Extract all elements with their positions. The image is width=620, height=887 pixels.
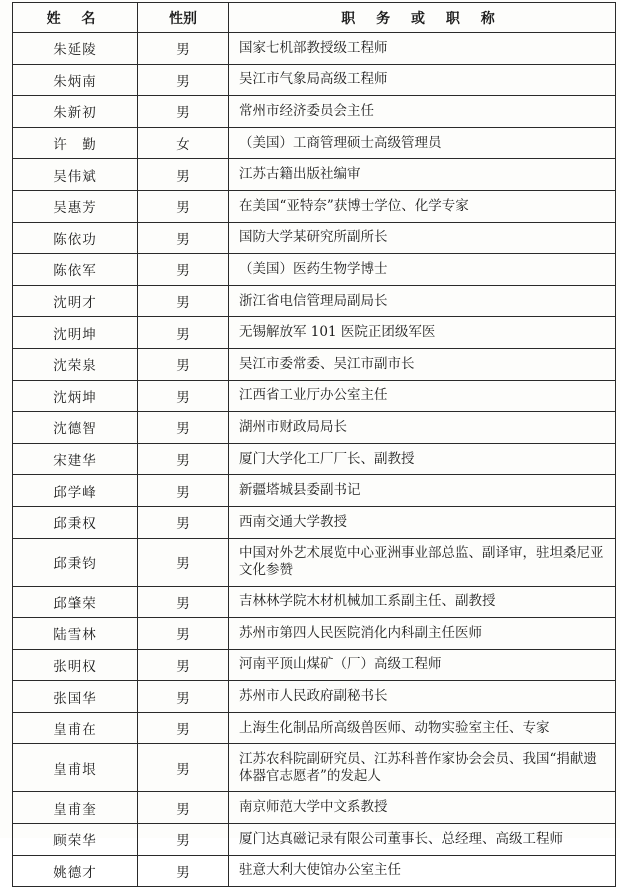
- title-cell: 上海生化制品所高级兽医师、动物实验室主任、专家: [229, 712, 616, 744]
- gender-cell: 男: [138, 64, 229, 96]
- table-row: [13, 618, 616, 650]
- table-row: [13, 285, 616, 317]
- table-row: [13, 96, 616, 128]
- gender-cell: 男: [138, 586, 229, 618]
- title-cell: 江苏古籍出版社编审: [229, 159, 616, 191]
- table-row: [13, 190, 616, 222]
- table-row: [13, 792, 616, 824]
- gender-cell: 男: [138, 443, 229, 475]
- header-name: 姓 名: [13, 3, 138, 33]
- name-cell: 朱延陵: [13, 33, 138, 65]
- title-cell: 驻意大利大使馆办公室主任: [229, 855, 616, 887]
- name-cell: 邱学峰: [13, 475, 138, 507]
- title-cell: 江苏农科院副研究员、江苏科普作家协会会员、我国“捐献遗体器官志愿者”的发起人: [229, 744, 616, 792]
- header-title: 职 务 或 职 称: [229, 3, 616, 33]
- title-cell: 国家七机部教授级工程师: [229, 33, 616, 65]
- name-cell: 许 勤: [13, 127, 138, 159]
- table-row: [13, 824, 616, 856]
- title-cell: 西南交通大学教授: [229, 506, 616, 538]
- gender-cell: 男: [138, 824, 229, 856]
- gender-cell: 男: [138, 618, 229, 650]
- table-row: [13, 475, 616, 507]
- table-row: [13, 712, 616, 744]
- title-cell: 常州市经济委员会主任: [229, 96, 616, 128]
- table-row: [13, 159, 616, 191]
- gender-cell: 女: [138, 127, 229, 159]
- title-cell: 无锡解放军 101 医院正团级军医: [229, 317, 616, 349]
- table-row: [13, 681, 616, 713]
- name-cell: 陈依功: [13, 222, 138, 254]
- name-cell: 朱新初: [13, 96, 138, 128]
- title-cell: 厦门达真磁记录有限公司董事长、总经理、高级工程师: [229, 824, 616, 856]
- name-cell: 皇甫在: [13, 712, 138, 744]
- table-row: [13, 855, 616, 887]
- table-row: [13, 64, 616, 96]
- name-cell: 陆雪林: [13, 618, 138, 650]
- gender-cell: 男: [138, 254, 229, 286]
- name-cell: 张国华: [13, 681, 138, 713]
- personnel-table: [12, 2, 616, 887]
- title-cell: 苏州市第四人民医院消化内科副主任医师: [229, 618, 616, 650]
- name-cell: 陈依军: [13, 254, 138, 286]
- name-cell: 皇甫垠: [13, 744, 138, 792]
- table-row: [13, 127, 616, 159]
- title-cell: 湖州市财政局局长: [229, 412, 616, 444]
- table-row: [13, 348, 616, 380]
- name-cell: 吴惠芳: [13, 190, 138, 222]
- gender-cell: 男: [138, 538, 229, 586]
- title-cell: 在美国“亚特奈”获博士学位、化学专家: [229, 190, 616, 222]
- gender-cell: 男: [138, 649, 229, 681]
- gender-cell: 男: [138, 33, 229, 65]
- name-cell: 吴伟斌: [13, 159, 138, 191]
- title-cell: 新疆塔城县委副书记: [229, 475, 616, 507]
- gender-cell: 男: [138, 475, 229, 507]
- title-cell: 苏州市人民政府副秘书长: [229, 681, 616, 713]
- gender-cell: 男: [138, 222, 229, 254]
- table-row: [13, 222, 616, 254]
- gender-cell: 男: [138, 681, 229, 713]
- gender-cell: 男: [138, 190, 229, 222]
- title-cell: 中国对外艺术展览中心亚洲事业部总监、副译审，驻坦桑尼亚文化参赞: [229, 538, 616, 586]
- gender-cell: 男: [138, 712, 229, 744]
- table-row: [13, 33, 616, 65]
- title-cell: 河南平顶山煤矿（厂）高级工程师: [229, 649, 616, 681]
- title-cell: 南京师范大学中文系教授: [229, 792, 616, 824]
- title-cell: 吴江市委常委、吴江市副市长: [229, 348, 616, 380]
- title-cell: 厦门大学化工厂厂长、副教授: [229, 443, 616, 475]
- name-cell: 宋建华: [13, 443, 138, 475]
- title-cell: 吴江市气象局高级工程师: [229, 64, 616, 96]
- table-header-row: [13, 3, 616, 33]
- name-cell: 邱秉钧: [13, 538, 138, 586]
- title-cell: （美国）工商管理硕士高级管理员: [229, 127, 616, 159]
- name-cell: 邱肇荣: [13, 586, 138, 618]
- title-cell: 国防大学某研究所副所长: [229, 222, 616, 254]
- name-cell: 沈炳坤: [13, 380, 138, 412]
- gender-cell: 男: [138, 744, 229, 792]
- gender-cell: 男: [138, 506, 229, 538]
- title-cell: 浙江省电信管理局副局长: [229, 285, 616, 317]
- table-row: [13, 744, 616, 792]
- name-cell: 朱炳南: [13, 64, 138, 96]
- name-cell: 张明权: [13, 649, 138, 681]
- table-row: [13, 412, 616, 444]
- name-cell: 顾荣华: [13, 824, 138, 856]
- table-row: [13, 443, 616, 475]
- name-cell: 姚德才: [13, 855, 138, 887]
- gender-cell: 男: [138, 855, 229, 887]
- name-cell: 沈明才: [13, 285, 138, 317]
- gender-cell: 男: [138, 96, 229, 128]
- title-cell: 江西省工业厅办公室主任: [229, 380, 616, 412]
- name-cell: 皇甫奎: [13, 792, 138, 824]
- table-row: [13, 506, 616, 538]
- table-row: [13, 649, 616, 681]
- table-row: [13, 380, 616, 412]
- gender-cell: 男: [138, 159, 229, 191]
- table-row: [13, 254, 616, 286]
- name-cell: 邱秉权: [13, 506, 138, 538]
- gender-cell: 男: [138, 792, 229, 824]
- table-row: [13, 586, 616, 618]
- name-cell: 沈德智: [13, 412, 138, 444]
- name-cell: 沈荣泉: [13, 348, 138, 380]
- title-cell: （美国）医药生物学博士: [229, 254, 616, 286]
- title-cell: 吉林林学院木材机械加工系副主任、副教授: [229, 586, 616, 618]
- gender-cell: 男: [138, 348, 229, 380]
- gender-cell: 男: [138, 317, 229, 349]
- table-row: [13, 538, 616, 586]
- table-row: [13, 317, 616, 349]
- name-cell: 沈明坤: [13, 317, 138, 349]
- gender-cell: 男: [138, 412, 229, 444]
- gender-cell: 男: [138, 285, 229, 317]
- header-gender: 性别: [138, 3, 229, 33]
- gender-cell: 男: [138, 380, 229, 412]
